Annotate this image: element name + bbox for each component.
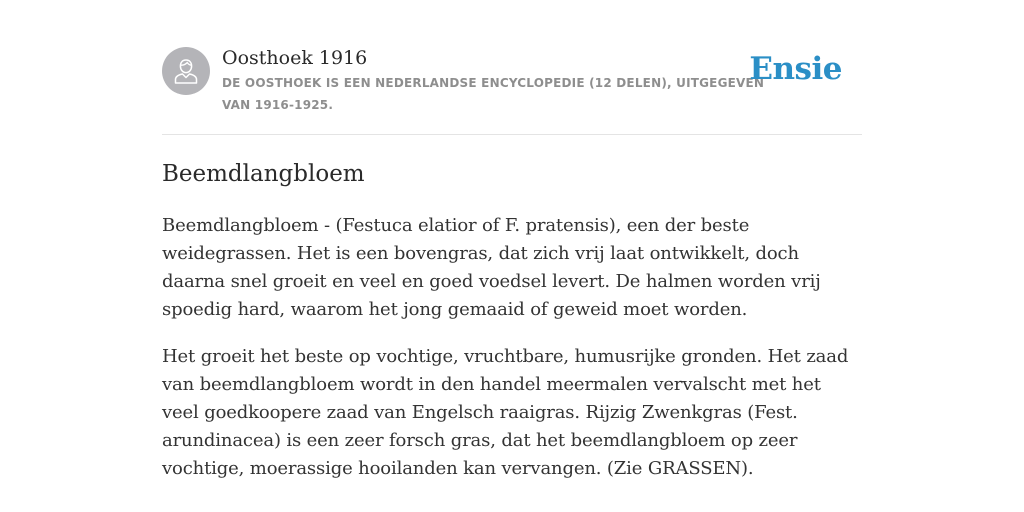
source-header bbox=[162, 0, 862, 135]
page-container bbox=[162, 0, 862, 479]
source-description: DE OOSTHOEK IS EEN NEDERLANDSE ENCYCLOPEDIE (12 DELEN), UITGEGEVEN VAN 1916-1925. bbox=[222, 76, 765, 112]
brand-logo[interactable]: Ensie bbox=[749, 51, 842, 87]
avatar[interactable] bbox=[162, 47, 210, 95]
article-title: Beemdlangbloem bbox=[162, 161, 365, 187]
source-info bbox=[222, 46, 767, 116]
article-paragraph: Het groeit het beste op vochtige, vruchtbare, humusrijke gronden. Het zaad van beemdlangbloem wordt in den handel meermalen vervalscht met het veel goedkoopere zaad van Engelsch raaigras. Rijzig Zwenkgras (Fest. arundinacea) is een zeer forsch gras, dat het beemdlangbloem op zeer vochtige, moerassige hooilanden kan vervangen. (Zie GRASSEN). bbox=[162, 346, 849, 479]
source-title[interactable]: Oosthoek 1916 bbox=[222, 47, 368, 69]
user-icon bbox=[173, 57, 199, 85]
article-body bbox=[162, 212, 862, 502]
article-paragraph: Beemdlangbloem - (Festuca elatior of F. pratensis), een der beste weidegrassen. Het is een bovengras, dat zich vrij laat ontwikkelt, doch daarna snel groeit en veel en goed voedsel levert. De halmen worden vrij spoedig hard, waarom het jong gemaaid of geweid moet worden. bbox=[162, 215, 821, 320]
